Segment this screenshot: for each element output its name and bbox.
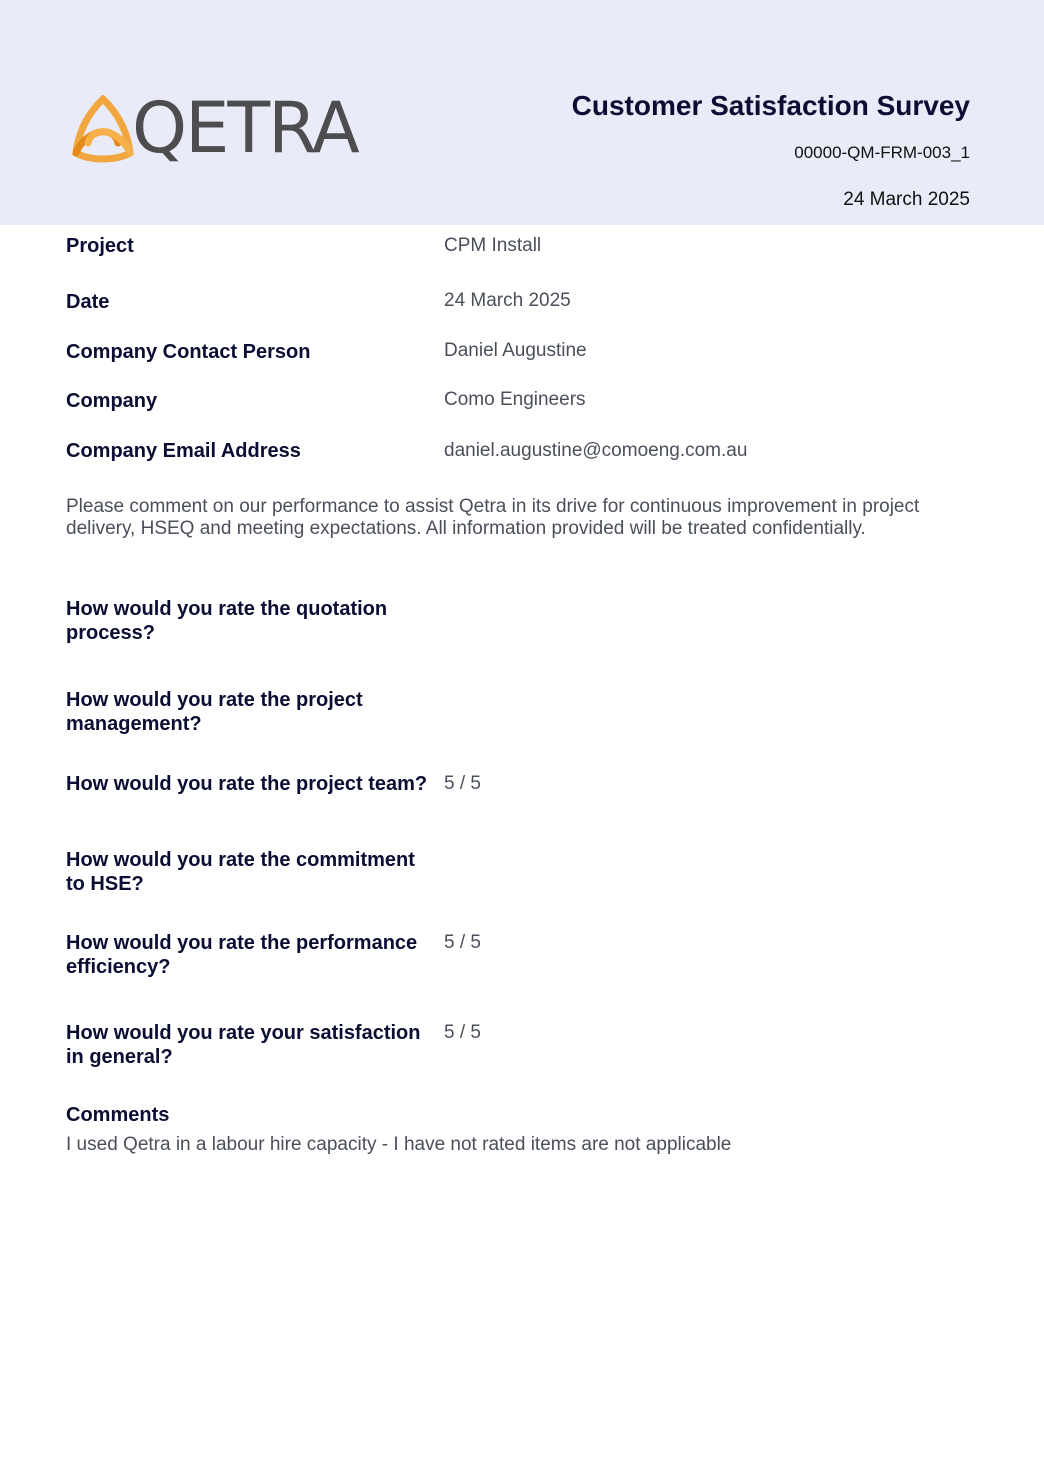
intro-paragraph: Please comment on our performance to assist Qetra in its drive for continuous improvement in project delivery, HSEQ and meeting expectations. All information provided will be treated confidentially. <box>66 496 920 539</box>
question-project-team-label: How would you rate the project team? <box>66 773 428 795</box>
triquetra-logo-icon <box>68 95 138 163</box>
document-title: Customer Satisfaction Survey <box>571 90 970 121</box>
question-hse-label: How would you rate the commitment to HSE? <box>66 849 415 895</box>
document-code: 00000-QM-FRM-003_1 <box>794 143 970 162</box>
field-value-project: CPM Install <box>444 235 542 256</box>
comments-label: Comments <box>66 1104 170 1126</box>
field-label-project: Project <box>66 235 134 257</box>
page-header <box>0 0 1044 225</box>
field-value-contact-person: Daniel Augustine <box>444 340 587 361</box>
field-value-email: daniel.augustine@comoeng.com.au <box>444 440 748 461</box>
field-value-company: Como Engineers <box>444 389 586 410</box>
field-label-email: Company Email Address <box>66 440 301 462</box>
field-label-contact-person: Company Contact Person <box>66 341 311 363</box>
logo-wordmark: QETRA <box>132 87 358 169</box>
question-project-management-label: How would you rate the project management? <box>66 689 363 735</box>
field-value-date: 24 March 2025 <box>444 290 571 311</box>
question-efficiency-rating: 5 / 5 <box>444 932 481 953</box>
qetra-logo <box>68 87 368 169</box>
question-satisfaction-label: How would you rate your satisfaction in general? <box>66 1022 421 1068</box>
question-quotation-label: How would you rate the quotation process? <box>66 598 388 644</box>
question-efficiency-label: How would you rate the performance efficiency? <box>66 932 418 978</box>
question-satisfaction-rating: 5 / 5 <box>444 1022 481 1043</box>
comments-text: I used Qetra in a labour hire capacity - I have not rated items are not applicable <box>66 1134 732 1155</box>
document-date: 24 March 2025 <box>843 189 970 210</box>
field-label-company: Company <box>66 390 158 412</box>
field-label-date: Date <box>66 291 110 313</box>
question-project-team-rating: 5 / 5 <box>444 773 481 794</box>
